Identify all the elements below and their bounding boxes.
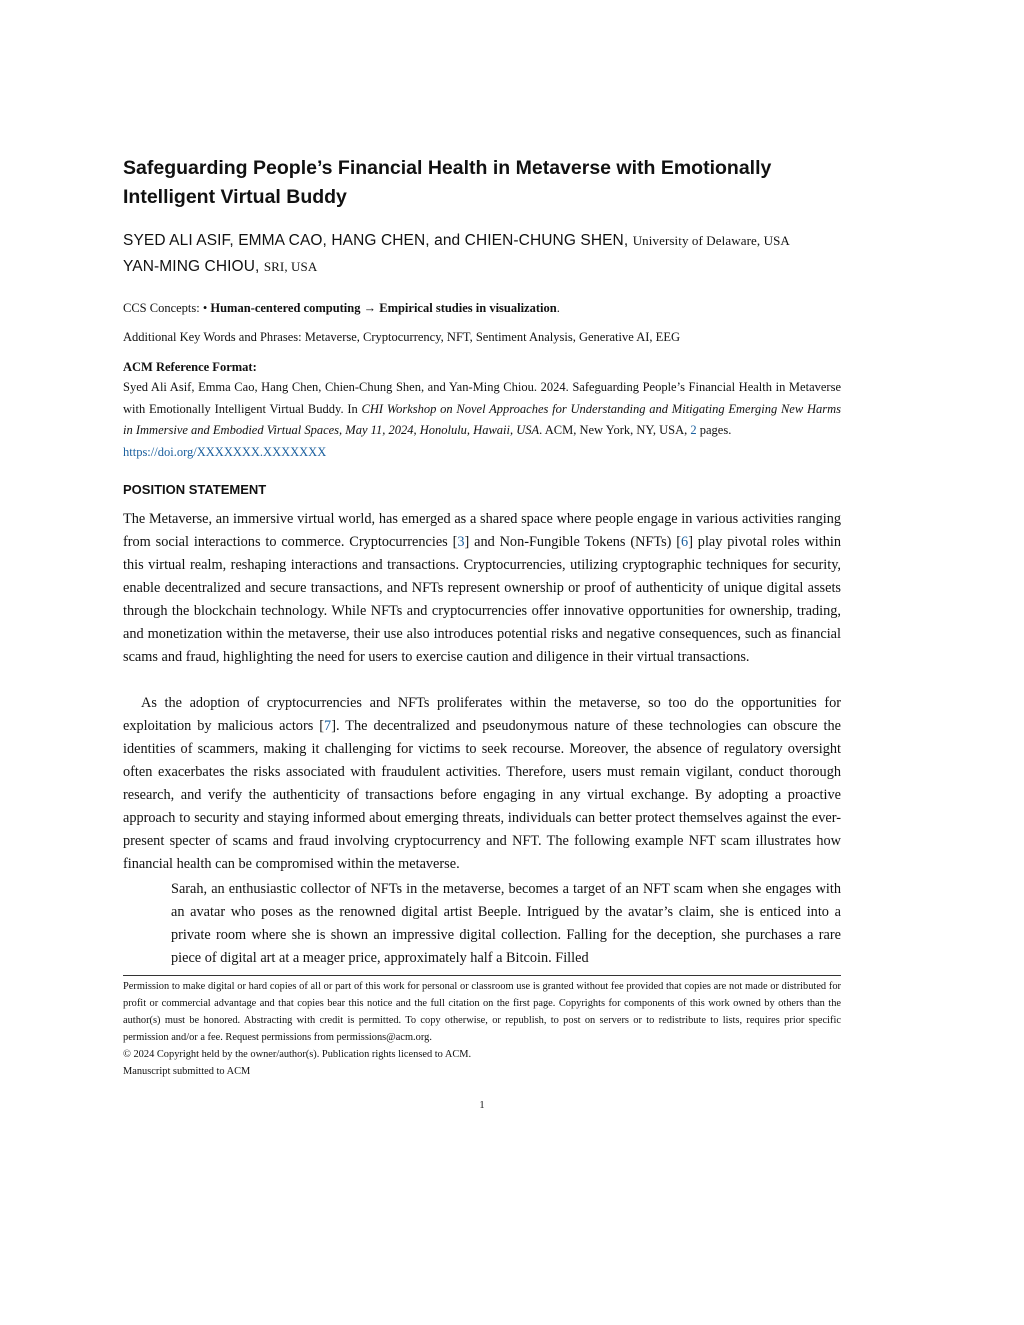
reference-venue: CHI Workshop on Novel Approaches for Understanding and Mitigating Emerging New Harms in Immersive and Embodied Virtual Spaces, May 11, 2024, Honolulu, Hawaii, USA bbox=[123, 401, 841, 437]
reference-text-2: . ACM, New York, NY, USA, bbox=[539, 423, 691, 437]
section-heading: POSITION STATEMENT bbox=[123, 482, 267, 497]
author-names-1: SYED ALI ASIF, EMMA CAO, HANG CHEN, and CHIEN-CHUNG SHEN, bbox=[123, 232, 629, 249]
reference-text-3: pages. bbox=[696, 423, 732, 437]
author-line-1 bbox=[123, 228, 841, 254]
scenario-quote: Sarah, an enthusiastic collector of NFTs in the metaverse, becomes a target of an NFT scam when she engages with an avatar who poses as the renowned digital artist Beeple. Intrigued by the avatar’s claim, she is enticed into a private room where she is shown an impressive digital collection. Falling for the deception, she purchases a rare piece of digital art at a meager price, approximately half a Bitcoin. Filled bbox=[171, 881, 841, 966]
reference-heading: ACM Reference Format: bbox=[123, 360, 257, 374]
copyright-notice: © 2024 Copyright held by the owner/author(s). Publication rights licensed to ACM. bbox=[123, 1049, 472, 1060]
citation-6[interactable]: 6 bbox=[681, 534, 689, 550]
reference-format bbox=[123, 377, 841, 463]
footnote-rule bbox=[123, 975, 841, 976]
p1-text-a: The Metaverse, an immersive virtual world, has emerged as a shared space where people engage in various activities ranging from social interactions to commerce. Cryptocurrencies [ bbox=[123, 511, 841, 550]
ccs-end: . bbox=[556, 301, 560, 315]
author-names-2: YAN-MING CHIOU, bbox=[123, 258, 260, 275]
affiliation-2: SRI, USA bbox=[263, 259, 318, 274]
doi-link[interactable]: https://doi.org/XXXXXXX.XXXXXXX bbox=[123, 444, 327, 459]
reference-text-1: Syed Ali Asif, Emma Cao, Hang Chen, Chien-Chung Shen, and Yan-Ming Chiou. 2024. Safeguarding People’s Financial Health in Metaverse with Emotionally Intelligent Virtual Buddy. In bbox=[123, 380, 841, 416]
paragraph-2 bbox=[123, 692, 841, 876]
keywords: Additional Key Words and Phrases: Metaverse, Cryptocurrency, NFT, Sentiment Analysis, Generative AI, EEG bbox=[123, 330, 680, 344]
citation-7[interactable]: 7 bbox=[324, 718, 332, 734]
reference-pages-link[interactable]: 2 bbox=[690, 423, 697, 437]
ccs-concepts bbox=[123, 299, 841, 317]
paragraph-1 bbox=[123, 508, 841, 669]
permission-notice: Permission to make digital or hard copies of all or part of this work for personal or classroom use is granted without fee provided that copies are not made or distributed for profit or commercial advantage and that copies bear this notice and the full citation on the first page. Copyrights for components of this work owned by others than the author(s) must be honored. Abstracting with credit is permitted. To copy otherwise, or republish, to post on servers or to redistribute to lists, requires prior specific permission and/or a fee. Request permissions from permissions@acm.org. bbox=[123, 981, 841, 1043]
ccs-value: Human-centered computing → Empirical studies in visualization bbox=[210, 301, 557, 315]
p2-text-a: As the adoption of cryptocurrencies and NFTs proliferates within the metaverse, so too do the opportunities for exploitation by malicious actors [ bbox=[123, 695, 841, 734]
paper-title: Safeguarding People’s Financial Health in Metaverse with Emotionally Intelligent Virtual Buddy bbox=[123, 157, 772, 208]
p1-text-c: ] play pivotal roles within this virtual realm, reshaping interactions and transactions. Cryptocurrencies, utilizing cryptographic techniques for security, enable decentralized and secure transactions, and NFTs represent ownership or proof of authenticity of unique digital assets through the blockchain technology. While NFTs and cryptocurrencies offer innovative opportunities for ownership, trading, and monetization within the metaverse, their use also introduces potential risks and negative consequences, such as financial scams and fraud, highlighting the need for users to exercise caution and diligence in their virtual transactions. bbox=[123, 534, 841, 665]
author-line-2 bbox=[123, 254, 841, 280]
page-number: 1 bbox=[479, 1100, 485, 1111]
ccs-label: CCS Concepts: • bbox=[123, 301, 211, 315]
manuscript-notice: Manuscript submitted to ACM bbox=[123, 1066, 251, 1077]
citation-3[interactable]: 3 bbox=[457, 534, 465, 550]
p2-text-b: ]. The decentralized and pseudonymous nature of these technologies can obscure the identities of scammers, making it challenging for victims to seek recourse. Moreover, the absence of regulatory oversight often exacerbates the risks associated with fraudulent activities. Therefore, users must remain vigilant, conduct thorough research, and verify the authenticity of transactions before engaging in any virtual exchange. By adopting a proactive approach to security and staying informed about emerging threats, individuals can better protect themselves against the ever-present specter of scams and fraud involving cryptocurrency and NFT. The following example NFT scam illustrates how financial health can be compromised within the metaverse. bbox=[123, 718, 841, 872]
p1-text-b: ] and Non-Fungible Tokens (NFTs) [ bbox=[464, 534, 682, 550]
affiliation-1: University of Delaware, USA bbox=[632, 233, 790, 248]
footnote-block bbox=[123, 978, 841, 1080]
author-block bbox=[123, 228, 841, 280]
